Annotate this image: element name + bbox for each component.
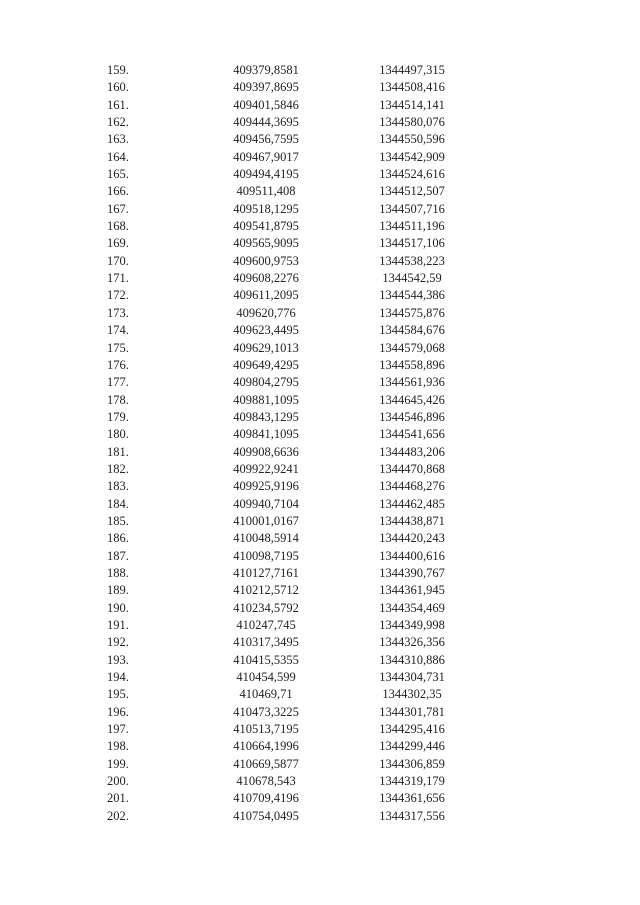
y-coordinate: 1344310,886: [379, 652, 445, 667]
point-number: 164.: [107, 149, 129, 164]
y-coordinate: 1344319,179: [379, 774, 445, 789]
point-number: 176.: [107, 357, 129, 372]
x-coordinate: 410664,1996: [233, 739, 299, 754]
x-coordinate: 410001,0167: [233, 513, 299, 528]
y-coordinate: 1344508,416: [379, 80, 445, 95]
point-number: 169.: [107, 236, 129, 251]
x-coordinate: 409629,1013: [233, 340, 299, 355]
y-coordinate: 1344507,716: [379, 201, 445, 216]
x-coordinate: 409518,1295: [233, 201, 299, 216]
point-number: 196.: [107, 704, 129, 719]
point-number: 173.: [107, 305, 129, 320]
y-coordinate: 1344400,616: [379, 548, 445, 563]
x-coordinate: 410048,5914: [233, 531, 299, 546]
x-coordinate: 409608,2276: [233, 271, 299, 286]
table-row: [0, 513, 640, 530]
y-coordinate: 1344524,616: [379, 167, 445, 182]
y-coordinate: 1344538,223: [379, 253, 445, 268]
y-coordinate: 1344542,909: [379, 149, 445, 164]
y-coordinate: 1344301,781: [379, 704, 445, 719]
table-row: [0, 461, 640, 478]
y-coordinate: 1344645,426: [379, 392, 445, 407]
point-number: 163.: [107, 132, 129, 147]
x-coordinate: 410127,7161: [233, 565, 299, 580]
table-row: [0, 600, 640, 617]
table-row: [0, 114, 640, 131]
y-coordinate: 1344579,068: [379, 340, 445, 355]
x-coordinate: 409444,3695: [233, 115, 299, 130]
x-coordinate: 409881,1095: [233, 392, 299, 407]
point-number: 185.: [107, 513, 129, 528]
y-coordinate: 1344361,945: [379, 583, 445, 598]
point-number: 177.: [107, 375, 129, 390]
table-row: [0, 340, 640, 357]
y-coordinate: 1344542,59: [382, 271, 442, 286]
table-row: [0, 704, 640, 721]
table-row: [0, 62, 640, 79]
table-row: [0, 218, 640, 235]
y-coordinate: 1344584,676: [379, 323, 445, 338]
x-coordinate: 409925,9196: [233, 479, 299, 494]
y-coordinate: 1344517,106: [379, 236, 445, 251]
x-coordinate: 410469,71: [239, 687, 293, 702]
x-coordinate: 410317,3495: [233, 635, 299, 650]
point-number: 201.: [107, 791, 129, 806]
x-coordinate: 410212,5712: [233, 583, 299, 598]
point-number: 159.: [107, 63, 129, 77]
table-row: [0, 149, 640, 166]
y-coordinate: 1344580,076: [379, 115, 445, 130]
point-number: 171.: [107, 271, 129, 286]
table-row: [0, 669, 640, 686]
point-number: 197.: [107, 722, 129, 737]
point-number: 178.: [107, 392, 129, 407]
x-coordinate: 409841,1095: [233, 427, 299, 442]
y-coordinate: 1344512,507: [379, 184, 445, 199]
x-coordinate: 409922,9241: [233, 461, 299, 476]
table-row: [0, 166, 640, 183]
point-number: 193.: [107, 652, 129, 667]
y-coordinate: 1344544,386: [379, 288, 445, 303]
x-coordinate: 410754,0495: [233, 808, 299, 823]
y-coordinate: 1344511,196: [379, 219, 445, 234]
x-coordinate: 410098,7195: [233, 548, 299, 563]
x-coordinate: 409940,7104: [233, 496, 299, 511]
table-row: [0, 548, 640, 565]
table-row: [0, 426, 640, 443]
table-row: [0, 652, 640, 669]
table-row: [0, 409, 640, 426]
point-number: 187.: [107, 548, 129, 563]
table-row: [0, 253, 640, 270]
x-coordinate: 409456,7595: [233, 132, 299, 147]
y-coordinate: 1344462,485: [379, 496, 445, 511]
point-number: 190.: [107, 600, 129, 615]
y-coordinate: 1344483,206: [379, 444, 445, 459]
y-coordinate: 1344468,276: [379, 479, 445, 494]
x-coordinate: 409467,9017: [233, 149, 299, 164]
point-number: 202.: [107, 808, 129, 823]
y-coordinate: 1344420,243: [379, 531, 445, 546]
x-coordinate: 410473,3225: [233, 704, 299, 719]
point-number: 188.: [107, 565, 129, 580]
table-row: [0, 582, 640, 599]
y-coordinate: 1344546,896: [379, 409, 445, 424]
x-coordinate: 409397,8695: [233, 80, 299, 95]
point-number: 162.: [107, 115, 129, 130]
point-number: 165.: [107, 167, 129, 182]
x-coordinate: 410234,5792: [233, 600, 299, 615]
x-coordinate: 410513,7195: [233, 722, 299, 737]
point-number: 183.: [107, 479, 129, 494]
x-coordinate: 409401,5846: [233, 97, 299, 112]
x-coordinate: 409908,6636: [233, 444, 299, 459]
table-row: [0, 183, 640, 200]
table-row: [0, 79, 640, 96]
table-row: [0, 773, 640, 790]
y-coordinate: 1344317,556: [379, 808, 445, 823]
coordinate-table: [0, 62, 640, 825]
y-coordinate: 1344514,141: [379, 97, 445, 112]
x-coordinate: 410669,5877: [233, 756, 299, 771]
table-row: [0, 496, 640, 513]
x-coordinate: 409804,2795: [233, 375, 299, 390]
x-coordinate: 409600,9753: [233, 253, 299, 268]
table-row: [0, 790, 640, 807]
y-coordinate: 1344361,656: [379, 791, 445, 806]
point-number: 189.: [107, 583, 129, 598]
table-row: [0, 478, 640, 495]
table-row: [0, 686, 640, 703]
point-number: 194.: [107, 670, 129, 685]
x-coordinate: 409620,776: [236, 305, 296, 320]
point-number: 191.: [107, 618, 129, 632]
point-number: 192.: [107, 635, 129, 650]
table-row: [0, 617, 640, 634]
table-row: [0, 357, 640, 374]
x-coordinate: 410678,543: [236, 774, 296, 789]
table-row: [0, 444, 640, 461]
y-coordinate: 1344550,596: [379, 132, 445, 147]
y-coordinate: 1344497,315: [379, 63, 445, 77]
y-coordinate: 1344438,871: [379, 513, 445, 528]
x-coordinate: 410454,599: [236, 670, 296, 685]
table-row: [0, 131, 640, 148]
x-coordinate: 409843,1295: [233, 409, 299, 424]
y-coordinate: 1344541,656: [379, 427, 445, 442]
x-coordinate: 409611,2095: [233, 288, 299, 303]
point-number: 186.: [107, 531, 129, 546]
table-row: [0, 374, 640, 391]
x-coordinate: 410247,745: [236, 618, 296, 632]
x-coordinate: 409541,8795: [233, 219, 299, 234]
y-coordinate: 1344304,731: [379, 670, 445, 685]
table-row: [0, 322, 640, 339]
point-number: 172.: [107, 288, 129, 303]
point-number: 200.: [107, 774, 129, 789]
y-coordinate: 1344306,859: [379, 756, 445, 771]
x-coordinate: 409379,8581: [233, 63, 299, 77]
x-coordinate: 410709,4196: [233, 791, 299, 806]
point-number: 198.: [107, 739, 129, 754]
table-row: [0, 721, 640, 738]
x-coordinate: 409511,408: [236, 184, 296, 199]
point-number: 161.: [107, 97, 129, 112]
y-coordinate: 1344561,936: [379, 375, 445, 390]
y-coordinate: 1344354,469: [379, 600, 445, 615]
table-row: [0, 201, 640, 218]
point-number: 199.: [107, 756, 129, 771]
y-coordinate: 1344575,876: [379, 305, 445, 320]
point-number: 195.: [107, 687, 129, 702]
point-number: 182.: [107, 461, 129, 476]
point-number: 181.: [107, 444, 129, 459]
point-number: 179.: [107, 409, 129, 424]
x-coordinate: 410415,5355: [233, 652, 299, 667]
y-coordinate: 1344326,356: [379, 635, 445, 650]
point-number: 166.: [107, 184, 129, 199]
y-coordinate: 1344470,868: [379, 461, 445, 476]
point-number: 160.: [107, 80, 129, 95]
point-number: 170.: [107, 253, 129, 268]
table-row: [0, 756, 640, 773]
point-number: 175.: [107, 340, 129, 355]
table-row: [0, 235, 640, 252]
table-row: [0, 634, 640, 651]
x-coordinate: 409565,9095: [233, 236, 299, 251]
y-coordinate: 1344299,446: [379, 739, 445, 754]
y-coordinate: 1344390,767: [379, 565, 445, 580]
x-coordinate: 409623,4495: [233, 323, 299, 338]
table-row: [0, 287, 640, 304]
table-row: [0, 97, 640, 114]
point-number: 168.: [107, 219, 129, 234]
point-number: 184.: [107, 496, 129, 511]
x-coordinate: 409494,4195: [233, 167, 299, 182]
y-coordinate: 1344302,35: [382, 687, 442, 702]
y-coordinate: 1344295,416: [379, 722, 445, 737]
table-row: [0, 530, 640, 547]
table-row: [0, 305, 640, 322]
y-coordinate: 1344558,896: [379, 357, 445, 372]
table-row: [0, 738, 640, 755]
table-row: [0, 270, 640, 287]
y-coordinate: 1344349,998: [379, 618, 445, 632]
point-number: 180.: [107, 427, 129, 442]
table-row: [0, 808, 640, 825]
x-coordinate: 409649,4295: [233, 357, 299, 372]
table-row: [0, 392, 640, 409]
point-number: 174.: [107, 323, 129, 338]
point-number: 167.: [107, 201, 129, 216]
table-row: [0, 565, 640, 582]
